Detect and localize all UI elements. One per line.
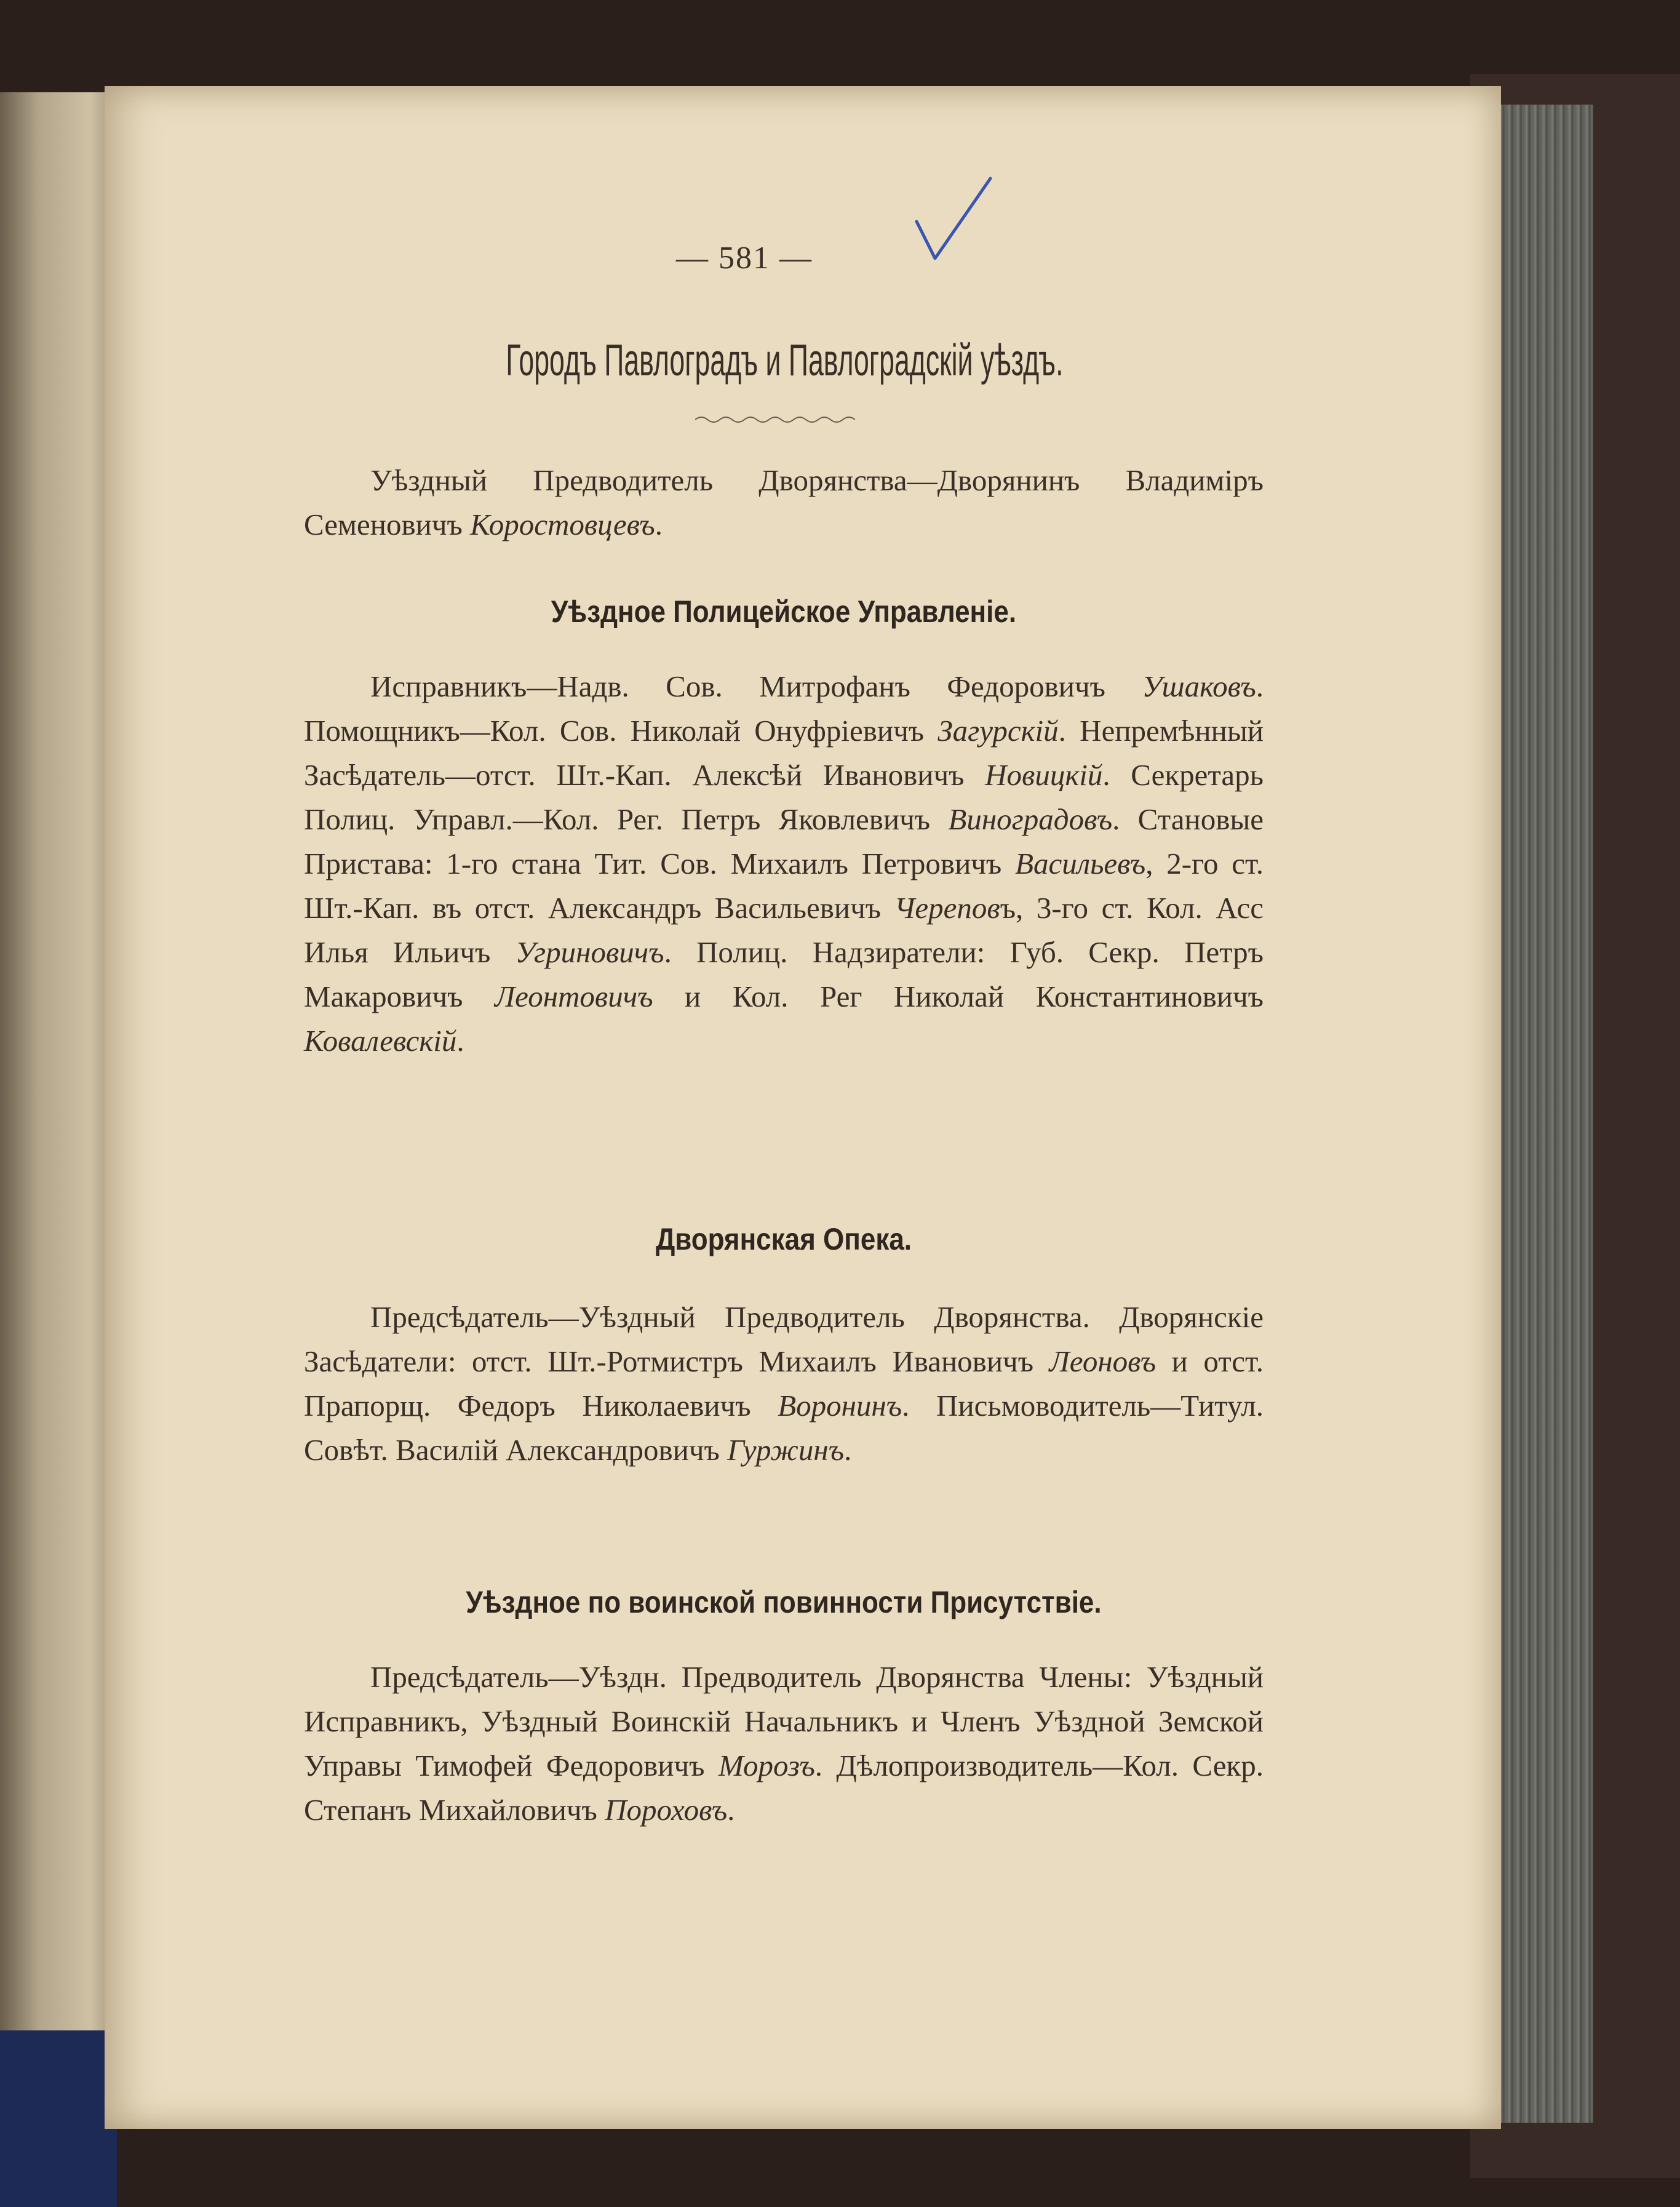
surname-text: Ковалевскій: [304, 1024, 457, 1058]
surname-text: Загурскій: [938, 714, 1059, 748]
text-run: Исправникъ—Надв. Сов. Митрофанъ Федоровичъ: [370, 669, 1142, 703]
text-run: ъ, 3-го ст. Кол. Асс Илья Ильичъ: [304, 891, 1264, 969]
text-run: . Секретарь Полиц. Управл.—Кол. Рег. Петръ Яковлевичъ: [304, 758, 1264, 836]
surname-text: Леонтовичъ: [494, 980, 653, 1013]
surname-text: Угриновичъ: [515, 935, 664, 969]
paragraph-text: [304, 1295, 1264, 1472]
surname-text: Воронинъ: [778, 1389, 902, 1423]
left-cover-fabric: [0, 2030, 117, 2207]
paragraph-text: [304, 664, 1264, 1063]
text-run: и отст. Прапорщ. Федоръ Николаевичъ: [304, 1344, 1264, 1423]
surname-text: Пороховъ: [605, 1793, 728, 1827]
text-run: . Непремѣнный Засѣдатель—отст. Шт.-Кап. Алексѣй Ивановичъ: [304, 714, 1264, 792]
surname-text: Васильевъ: [1015, 847, 1146, 880]
text-run: Уѣздный Предводитель Дворянства—Дворянинъ Владиміръ Семеновичъ: [304, 463, 1264, 541]
surname-text: Гуржинъ: [727, 1433, 845, 1467]
surname-text: Новицкій: [985, 758, 1103, 792]
surname-text: Леоновъ: [1049, 1344, 1156, 1378]
text-run: .: [456, 1024, 464, 1058]
text-run: . Письмоводитель—Титул. Совѣт. Василій Александровичъ: [304, 1389, 1264, 1467]
surname-text: Морозъ: [718, 1749, 815, 1782]
text-run: .: [727, 1793, 735, 1827]
paragraph-text: [304, 1655, 1264, 1832]
surname-text: Черепов: [894, 891, 1000, 925]
paragraph-noble-guardianship: [304, 1295, 1264, 1472]
title-ornament-rule: [695, 413, 855, 426]
surname-text: Виноградовъ: [948, 802, 1113, 836]
heading-noble-guardianship: Дворянская Опека.: [655, 1222, 912, 1256]
surname-text: Ушаковъ: [1142, 669, 1256, 703]
text-run: Предсѣдатель—Уѣздн. Предводитель Дворянства Члены: Уѣздный Исправникъ, Уѣздный Воинскій Начальникъ и Членъ Уѣздной Земской Управы Тимофей Федоровичъ: [304, 1660, 1264, 1782]
paragraph-military-service-board: [304, 1655, 1264, 1832]
paragraph-text: [304, 458, 1264, 547]
text-run: . Дѣлопроизводитель—Кол. Секр. Степанъ Михайловичъ: [304, 1749, 1264, 1827]
text-run: .: [844, 1433, 852, 1467]
text-run: , 2-го ст. Шт.-Кап. въ отст. Александръ Васильевичъ: [304, 847, 1264, 925]
paragraph-police-administration: [304, 664, 1264, 1063]
text-run: Предсѣдатель—Уѣздный Предводитель Дворянства. Дворянскіе Засѣдатели: отст. Шт.-Ротмистръ Михаилъ Ивановичъ: [304, 1300, 1264, 1378]
page-stack-edges: [1489, 105, 1593, 2123]
page-number: — 581 —: [676, 241, 813, 276]
surname-text: Коростовцевъ: [470, 508, 655, 541]
page-title: Городъ Павлоградъ и Павлоградскій уѣздъ.: [506, 336, 1064, 385]
text-run: . Полиц. Надзиратели: Губ. Секр. Петръ Макаровичъ: [304, 935, 1264, 1013]
handwritten-checkmark: [910, 172, 997, 271]
heading-police-administration: Уѣздное Полицейское Управленіе.: [551, 594, 1017, 629]
text-run: . Помощникъ—Кол. Сов. Николай Онуфріевичъ: [304, 669, 1264, 748]
heading-military-service-board: Уѣздное по воинской повинности Присутствіе.: [466, 1585, 1102, 1619]
text-run: . Становые Пристава: 1-го стана Тит. Сов. Михаилъ Петровичъ: [304, 802, 1264, 880]
text-run: и Кол. Рег Николай Константиновичъ: [653, 980, 1264, 1013]
paragraph-leader: [304, 458, 1264, 547]
text-run: .: [655, 508, 663, 541]
